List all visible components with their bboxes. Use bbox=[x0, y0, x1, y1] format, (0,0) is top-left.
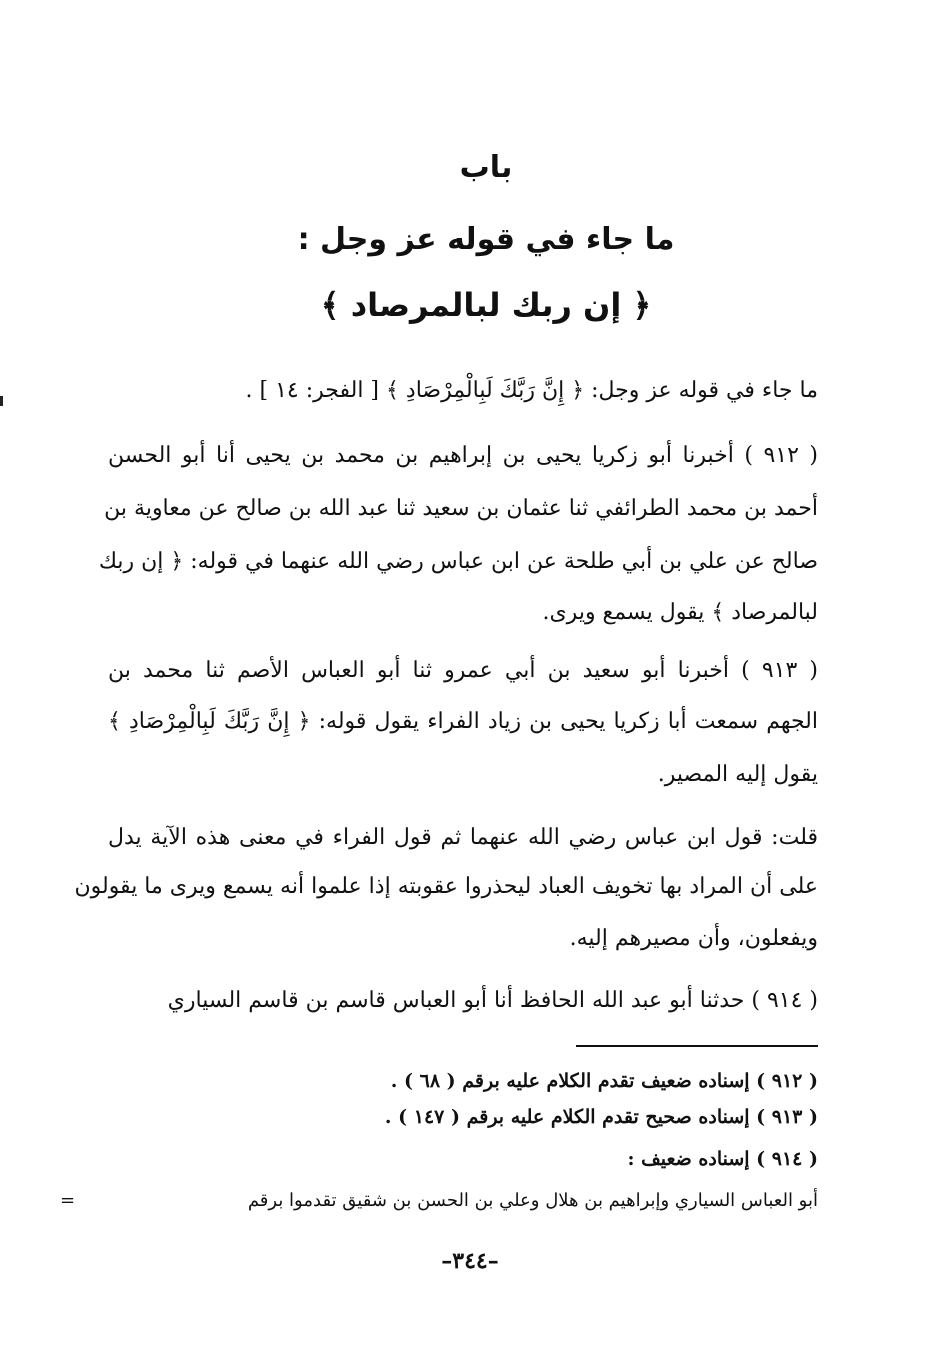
chapter-subtitle: ما جاء في قوله عز وجل : bbox=[297, 222, 675, 257]
hadith-913-line-1: ( ٩١٣ ) أخبرنا أبو سعيد بن أبي عمرو ثنا أبو العباس الأصم ثنا محمد بن bbox=[108, 658, 819, 683]
comment-line-2: على أن المراد بها تخويف العباد ليحذروا عقوبته إذا علموا أنه يسمع ويرى ما يقولون bbox=[74, 874, 818, 899]
hadith-912-line-1: ( ٩١٢ ) أخبرنا أبو زكريا يحيى بن إبراهيم بن محمد بن يحيى أنا أبو الحسن bbox=[108, 443, 818, 468]
hadith-914-line-1: ( ٩١٤ ) حدثنا أبو عبد الله الحافظ أنا أبو العباس قاسم بن قاسم السياري bbox=[167, 988, 818, 1013]
comment-line-3: ويفعلون، وأن مصيرهم إليه. bbox=[569, 926, 818, 951]
page-number: –٣٤٤– bbox=[441, 1248, 499, 1274]
chapter-title: باب bbox=[459, 150, 513, 185]
continuation-mark: = bbox=[60, 1190, 76, 1211]
footnote-914-continuation bbox=[60, 1188, 818, 1214]
hadith-912-line-4: لبالمرصاد ﴾ يقول يسمع ويرى. bbox=[542, 600, 818, 625]
hadith-913-line-2: الجهم سمعت أبا زكريا يحيى بن زياد الفراء يقول قوله: ﴿ إِنَّ رَبَّكَ لَبِالْمِرْصَادِ ﴾ bbox=[108, 709, 818, 734]
comment-line-1: قلت: قول ابن عباس رضي الله عنهما ثم قول الفراء في معنى هذه الآية يدل bbox=[108, 825, 818, 850]
footnote-separator bbox=[576, 1045, 818, 1047]
footnote-912: ( ٩١٢ ) إسناده ضعيف تقدم الكلام عليه برقم ( ٦٨ ) . bbox=[390, 1070, 818, 1092]
footnote-913: ( ٩١٣ ) إسناده صحيح تقدم الكلام عليه برقم ( ١٤٧ ) . bbox=[384, 1106, 818, 1128]
scan-edge-mark bbox=[0, 396, 3, 406]
hadith-912-line-3: صالح عن علي بن أبي طلحة عن ابن عباس رضي الله عنهما في قوله: ﴿ إن ربك bbox=[98, 549, 818, 574]
footnote-914: ( ٩١٤ ) إسناده ضعيف : bbox=[627, 1148, 818, 1170]
chapter-verse-title: ﴿ إن ربك لبالمرصاد ﴾ bbox=[320, 286, 652, 324]
hadith-912-line-2: أحمد بن محمد الطرائفي ثنا عثمان بن سعيد ثنا عبد الله بن صالح عن معاوية بن bbox=[104, 496, 818, 521]
hadith-913-line-3: يقول إليه المصير. bbox=[657, 762, 818, 787]
intro-line: ما جاء في قوله عز وجل: ﴿ إِنَّ رَبَّكَ لَبِالْمِرْصَادِ ﴾ [ الفجر: ١٤ ] . bbox=[245, 378, 818, 403]
footnote-914-text: أبو العباس السياري وإبراهيم بن هلال وعلي بن الحسن بن شقيق تقدموا برقم bbox=[247, 1190, 818, 1211]
